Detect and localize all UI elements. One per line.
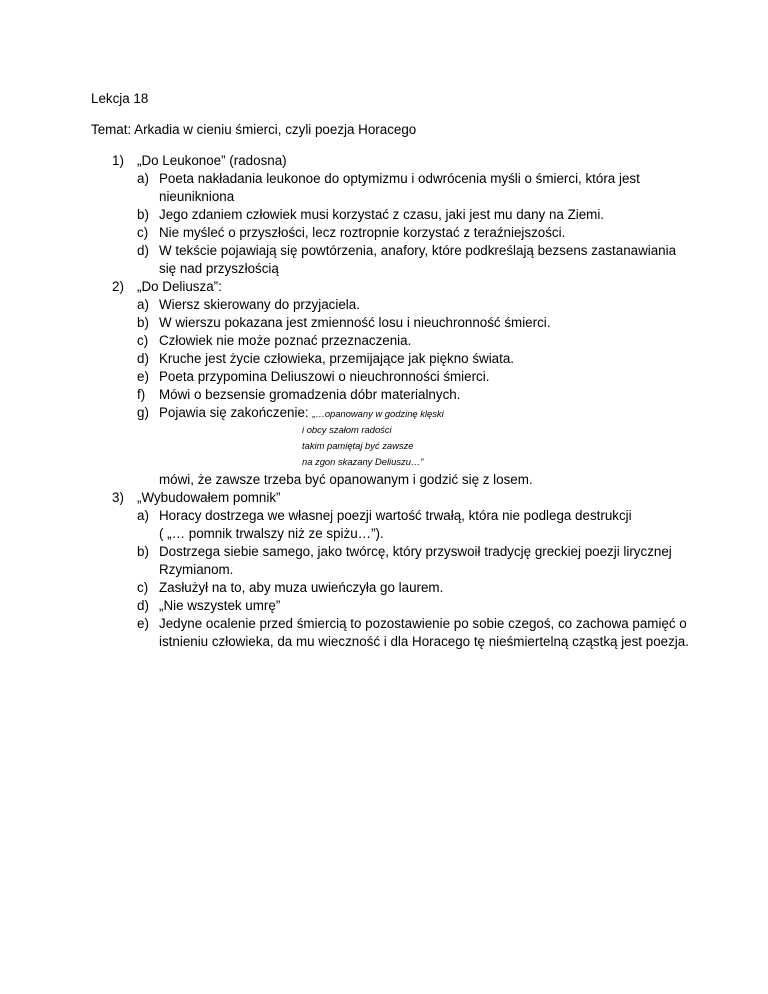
item-letter: e) — [137, 616, 149, 631]
item-text: Mówi o bezsensie gromadzenia dóbr materialnych. — [159, 387, 461, 402]
quote-line: „…opanowany w godzinę klęski — [312, 408, 444, 419]
item-letter: d) — [137, 243, 149, 258]
quote-follow-text: mówi, że zawsze trzeba być opanowanym i godzić się z losem. — [159, 472, 533, 487]
item-letter: a) — [137, 171, 149, 186]
list-item — [91, 224, 691, 242]
section-number: 3) — [112, 490, 124, 505]
item-text: Człowiek nie może poznać przeznaczenia. — [159, 333, 412, 348]
section-3 — [91, 489, 691, 651]
section-title: „Do Leukonoe” (radosna) — [137, 153, 287, 168]
section-title: „Do Deliusza”: — [137, 279, 222, 294]
item-text: „Nie wszystek umrę” — [159, 598, 281, 613]
item-letter: b) — [137, 207, 149, 222]
item-text: Poeta przypomina Deliuszowi o nieuchronności śmierci. — [159, 369, 490, 384]
section-heading — [91, 489, 691, 507]
quote-line: i obcy szałom radości — [302, 424, 392, 435]
item-text-continuation: nieunikniona — [159, 189, 235, 204]
item-text: Kruche jest życie człowieka, przemijające jak piękno świata. — [159, 351, 515, 366]
item-text: Jego zdaniem człowiek musi korzystać z czasu, jaki jest mu dany na Ziemi. — [159, 207, 605, 222]
outline-list — [91, 152, 691, 651]
item-text: Zasłużył na to, aby muza uwieńczyła go laurem. — [159, 580, 444, 595]
list-item — [91, 314, 691, 332]
item-letter: d) — [137, 598, 149, 613]
item-letter: d) — [137, 351, 149, 366]
list-item — [91, 579, 691, 597]
section-number: 1) — [112, 153, 124, 168]
item-text: W tekście pojawiają się powtórzenia, anafory, które podkreślają bezsens zastanawiania — [159, 243, 677, 258]
list-item — [91, 242, 691, 278]
section-2 — [91, 278, 691, 489]
list-item — [91, 615, 691, 651]
list-item — [91, 332, 691, 350]
list-item — [91, 206, 691, 224]
list-item — [91, 597, 691, 615]
item-letter: c) — [137, 333, 149, 348]
list-item — [91, 296, 691, 314]
item-text-continuation: Rzymianom. — [159, 562, 234, 577]
item-text: Jedyne ocalenie przed śmiercią to pozostawienie po sobie czegoś, co zachowa pamięć o — [159, 616, 687, 631]
item-text-lead: Pojawia się zakończenie: — [159, 405, 313, 420]
item-text: Nie myśleć o przyszłości, lecz roztropnie korzystać z teraźniejszości. — [159, 225, 566, 240]
item-text: W wierszu pokazana jest zmienność losu i nieuchronność śmierci. — [159, 315, 551, 330]
item-text-continuation: istnieniu człowieka, da mu wieczność i dla Horacego tę nieśmiertelną cząstką jest poezja. — [159, 634, 689, 649]
lesson-heading: Lekcja 18 — [91, 91, 149, 106]
section-number: 2) — [112, 279, 124, 294]
list-item — [91, 350, 691, 368]
section-heading — [91, 152, 691, 170]
section-1 — [91, 152, 691, 278]
item-letter: g) — [137, 405, 149, 420]
item-text-continuation: się nad przyszłością — [159, 261, 279, 276]
section-heading — [91, 278, 691, 296]
item-text: Horacy dostrzega we własnej poezji wartość trwałą, która nie podlega destrukcji — [159, 508, 632, 523]
item-letter: c) — [137, 225, 149, 240]
item-text: Dostrzega siebie samego, jako twórcę, który przyswoił tradycję greckiej poezji lirycznej — [159, 544, 672, 559]
item-text: Poeta nakładania leukonoe do optymizmu i odwrócenia myśli o śmierci, która jest — [159, 171, 640, 186]
item-letter: c) — [137, 580, 149, 595]
item-letter: f) — [137, 387, 146, 402]
list-item — [91, 404, 691, 423]
list-item — [91, 507, 691, 543]
quote-block — [91, 422, 691, 470]
quote-line: takim pamiętaj być zawsze — [302, 440, 414, 451]
item-letter: e) — [137, 369, 149, 384]
topic-line: Temat: Arkadia w cieniu śmierci, czyli poezja Horacego — [91, 122, 417, 137]
item-letter: a) — [137, 508, 149, 523]
list-item — [91, 386, 691, 404]
item-letter: b) — [137, 315, 149, 330]
section-title: „Wybudowałem pomnik” — [137, 490, 281, 505]
item-text: Wiersz skierowany do przyjaciela. — [159, 297, 360, 312]
item-letter: a) — [137, 297, 149, 312]
list-item — [91, 368, 691, 386]
item-text-continuation: ( „… pomnik trwalszy niż ze spiżu…”). — [159, 526, 384, 541]
item-text — [159, 404, 691, 423]
list-item — [91, 170, 691, 206]
list-item — [91, 543, 691, 579]
quote-line: na zgon skazany Deliuszu…” — [302, 456, 424, 467]
item-letter: b) — [137, 544, 149, 559]
